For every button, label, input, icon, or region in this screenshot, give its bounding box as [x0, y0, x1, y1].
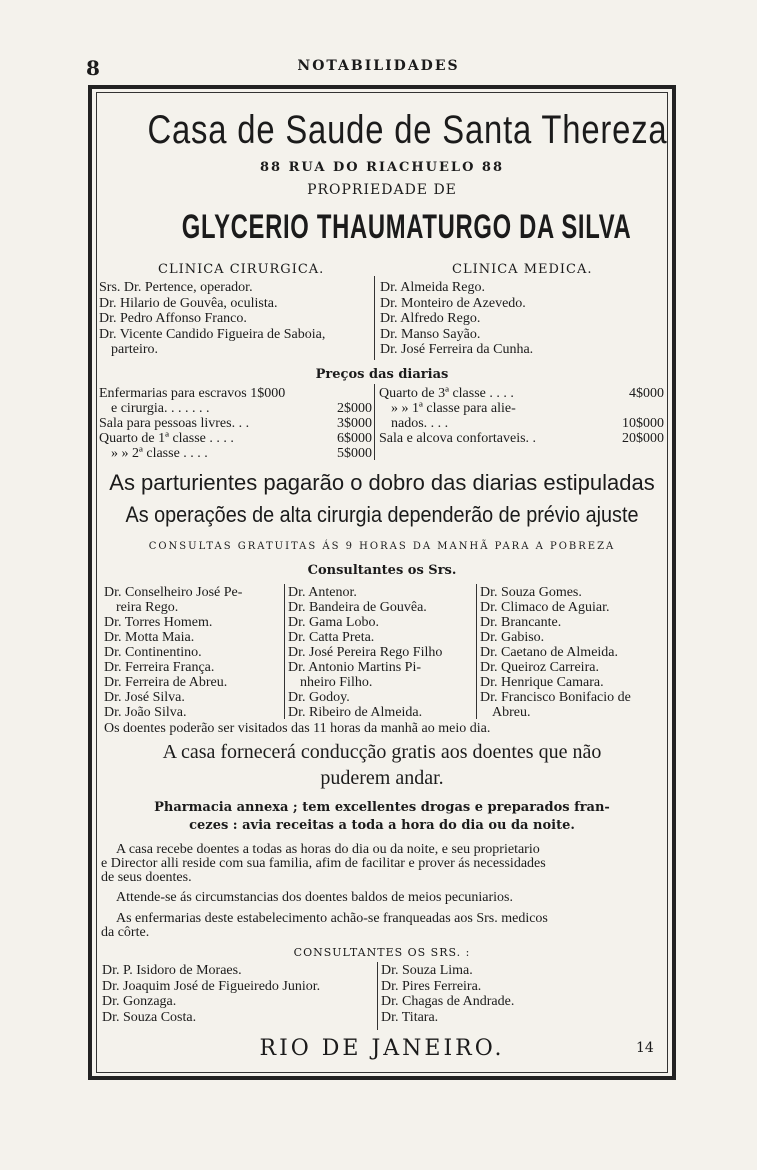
consultantes2-heading: CONSULTANTES OS SRS. : — [293, 946, 471, 959]
consultante2-item: Dr. Souza Costa. — [102, 1009, 197, 1025]
consultante2-item: Dr. P. Isidoro de Moraes. — [102, 963, 242, 978]
footer-city: RIO DE JANEIRO. — [259, 1036, 505, 1061]
running-title: NOTABILIDADES — [297, 58, 460, 74]
propriedade-label: PROPRIEDADE DE — [307, 182, 457, 198]
clinica-cirurgica-item: Dr. Vicente Candido Figueira de Saboia, — [99, 326, 326, 342]
consultante2-item: Dr. Gonzaga. — [102, 994, 177, 1009]
price-value: 2$000 — [337, 401, 372, 416]
price-label: » » 1ª classe para alie- — [391, 401, 516, 416]
consultante2-item: Dr. Chagas de Andrade. — [381, 994, 515, 1009]
price-label: Enfermarias para escravos 1$000 — [99, 386, 286, 401]
parturientes-notice: As parturientes pagarão o dobro das diarias estipuladas — [109, 470, 655, 495]
operacoes-notice: As operações de alta cirurgia dependerão de prévio ajuste — [125, 502, 639, 527]
consultante-item: Dr. Continentino. — [104, 645, 202, 660]
paragraph-line: de seus doentes. — [101, 870, 192, 885]
consultante-item: nheiro Filho. — [300, 675, 373, 690]
consultantes-divider-1 — [284, 584, 285, 719]
price-value: 3$000 — [337, 416, 372, 431]
price-label: nados. . . . — [391, 416, 449, 431]
price-value: 6$000 — [337, 431, 372, 446]
pharmacia-line-1: Pharmacia annexa ; tem excellentes drogas e preparados fran- — [154, 800, 610, 815]
consultante-item: Dr. João Silva. — [104, 705, 187, 720]
clinica-medica-item: Dr. Monteiro de Azevedo. — [380, 295, 526, 311]
consultante-item: Dr. Ribeiro de Almeida. — [288, 705, 423, 720]
paragraph-line: da côrte. — [101, 925, 150, 940]
footer-mark: 14 — [636, 1040, 654, 1056]
price-value: 4$000 — [629, 386, 664, 401]
consultante-item: Abreu. — [492, 705, 531, 720]
consultante-item: Dr. Ferreira França. — [104, 660, 215, 675]
consultas-gratuitas: CONSULTAS GRATUITAS ÁS 9 HORAS DA MANHÃ PARA A POBREZA — [148, 541, 616, 552]
paragraph-circumstancias: Attende-se ás circumstancias dos doentes baldos de meios pecuniarios. — [116, 890, 513, 905]
street-address: 88 RUA DO RIACHUELO 88 — [259, 160, 505, 175]
consultantes2-divider — [377, 962, 378, 1030]
clinica-medica-heading: CLINICA MEDICA. — [452, 262, 593, 277]
consultante-item: Dr. José Pereira Rego Filho — [288, 645, 443, 660]
pharmacia-line-2: cezes : avia receitas a toda a hora do dia ou da noite. — [189, 818, 575, 833]
visitas-notice: Os doentes poderão ser visitados das 11 horas da manhã ao meio dia. — [104, 721, 491, 736]
consultante-item: Dr. Antenor. — [288, 585, 357, 600]
clinica-cirurgica-heading: CLINICA CIRURGICA. — [158, 262, 325, 277]
consultante-item: Dr. José Silva. — [104, 690, 185, 705]
consultante2-item: Dr. Titara. — [381, 1009, 439, 1025]
price-label: Quarto de 3ª classe . . . . — [379, 386, 514, 401]
consultante-item: reira Rego. — [116, 600, 179, 615]
paragraph-line: As enfermarias deste estabelecimento achão-se franqueadas aos Srs. medicos — [116, 911, 548, 926]
consultante-item: Dr. Queiroz Carreira. — [480, 660, 599, 675]
consultante2-item: Dr. Joaquim José de Figueiredo Junior. — [102, 978, 321, 994]
precos-divider — [374, 384, 375, 460]
consultante-item: Dr. Godoy. — [288, 690, 350, 705]
advertisement-title: Casa de Saude de Santa Thereza — [147, 108, 668, 152]
price-value: 5$000 — [337, 446, 372, 461]
consultante2-item: Dr. Souza Lima. — [381, 963, 473, 978]
clinica-medica-item: Dr. José Ferreira da Cunha. — [380, 342, 534, 357]
conducao-line-1: A casa fornecerá conducção gratis aos doentes que não — [162, 741, 602, 763]
price-label: Quarto de 1ª classe . . . . — [99, 431, 234, 446]
clinica-cirurgica-item: Dr. Hilario de Gouvêa, oculista. — [99, 295, 278, 311]
consultante-item: Dr. Conselheiro José Pe- — [104, 585, 243, 600]
price-label: e cirurgia. . . . . . . — [111, 401, 210, 416]
clinica-medica-item: Dr. Alfredo Rego. — [380, 311, 481, 326]
clinica-medica-item: Dr. Manso Sayão. — [380, 326, 481, 342]
conducao-line-2: puderem andar. — [320, 767, 444, 789]
paragraph-line: e Director alli reside com sua familia, afim de facilitar e prover ás necessidades — [101, 856, 546, 871]
clinicas-divider — [374, 276, 375, 360]
consultante-item: Dr. Brancante. — [480, 615, 562, 630]
consultante2-item: Dr. Pires Ferreira. — [381, 978, 482, 994]
consultante-item: Dr. Bandeira de Gouvêa. — [288, 600, 427, 615]
consultante-item: Dr. Gama Lobo. — [288, 615, 379, 630]
clinica-cirurgica-item: Srs. Dr. Pertence, operador. — [99, 280, 253, 295]
owner-name: GLYCERIO THAUMATURGO DA SILVA — [181, 208, 632, 246]
consultante-item: Dr. Catta Preta. — [288, 630, 375, 645]
consultante-item: Dr. Torres Homem. — [104, 615, 213, 630]
clinica-cirurgica-item: parteiro. — [111, 342, 159, 357]
price-value: 10$000 — [622, 416, 664, 431]
precos-heading: Preços das diarias — [315, 367, 449, 382]
consultantes-heading: Consultantes os Srs. — [307, 563, 457, 578]
price-label: » » 2ª classe . . . . — [111, 446, 208, 461]
consultante-item: Dr. Caetano de Almeida. — [480, 645, 619, 660]
consultante-item: Dr. Gabiso. — [480, 630, 545, 645]
consultante-item: Dr. Motta Maia. — [104, 630, 195, 645]
consultantes-divider-2 — [476, 584, 477, 719]
clinica-medica-item: Dr. Almeida Rego. — [380, 280, 485, 295]
consultante-item: Dr. Souza Gomes. — [480, 585, 582, 600]
consultante-item: Dr. Climaco de Aguiar. — [480, 600, 610, 615]
consultante-item: Dr. Francisco Bonifacio de — [480, 690, 631, 705]
clinica-cirurgica-item: Dr. Pedro Affonso Franco. — [99, 311, 247, 326]
price-label: Sala para pessoas livres. . . — [99, 416, 250, 431]
price-value: 20$000 — [622, 431, 664, 446]
page-number: 8 — [86, 56, 100, 80]
paragraph-line: A casa recebe doentes a todas as horas do dia ou da noite, e seu proprietario — [116, 842, 540, 857]
price-label: Sala e alcova confortaveis. . — [379, 431, 537, 446]
consultante-item: Dr. Henrique Camara. — [480, 675, 604, 690]
consultante-item: Dr. Antonio Martins Pi- — [288, 660, 422, 675]
consultante-item: Dr. Ferreira de Abreu. — [104, 675, 228, 690]
